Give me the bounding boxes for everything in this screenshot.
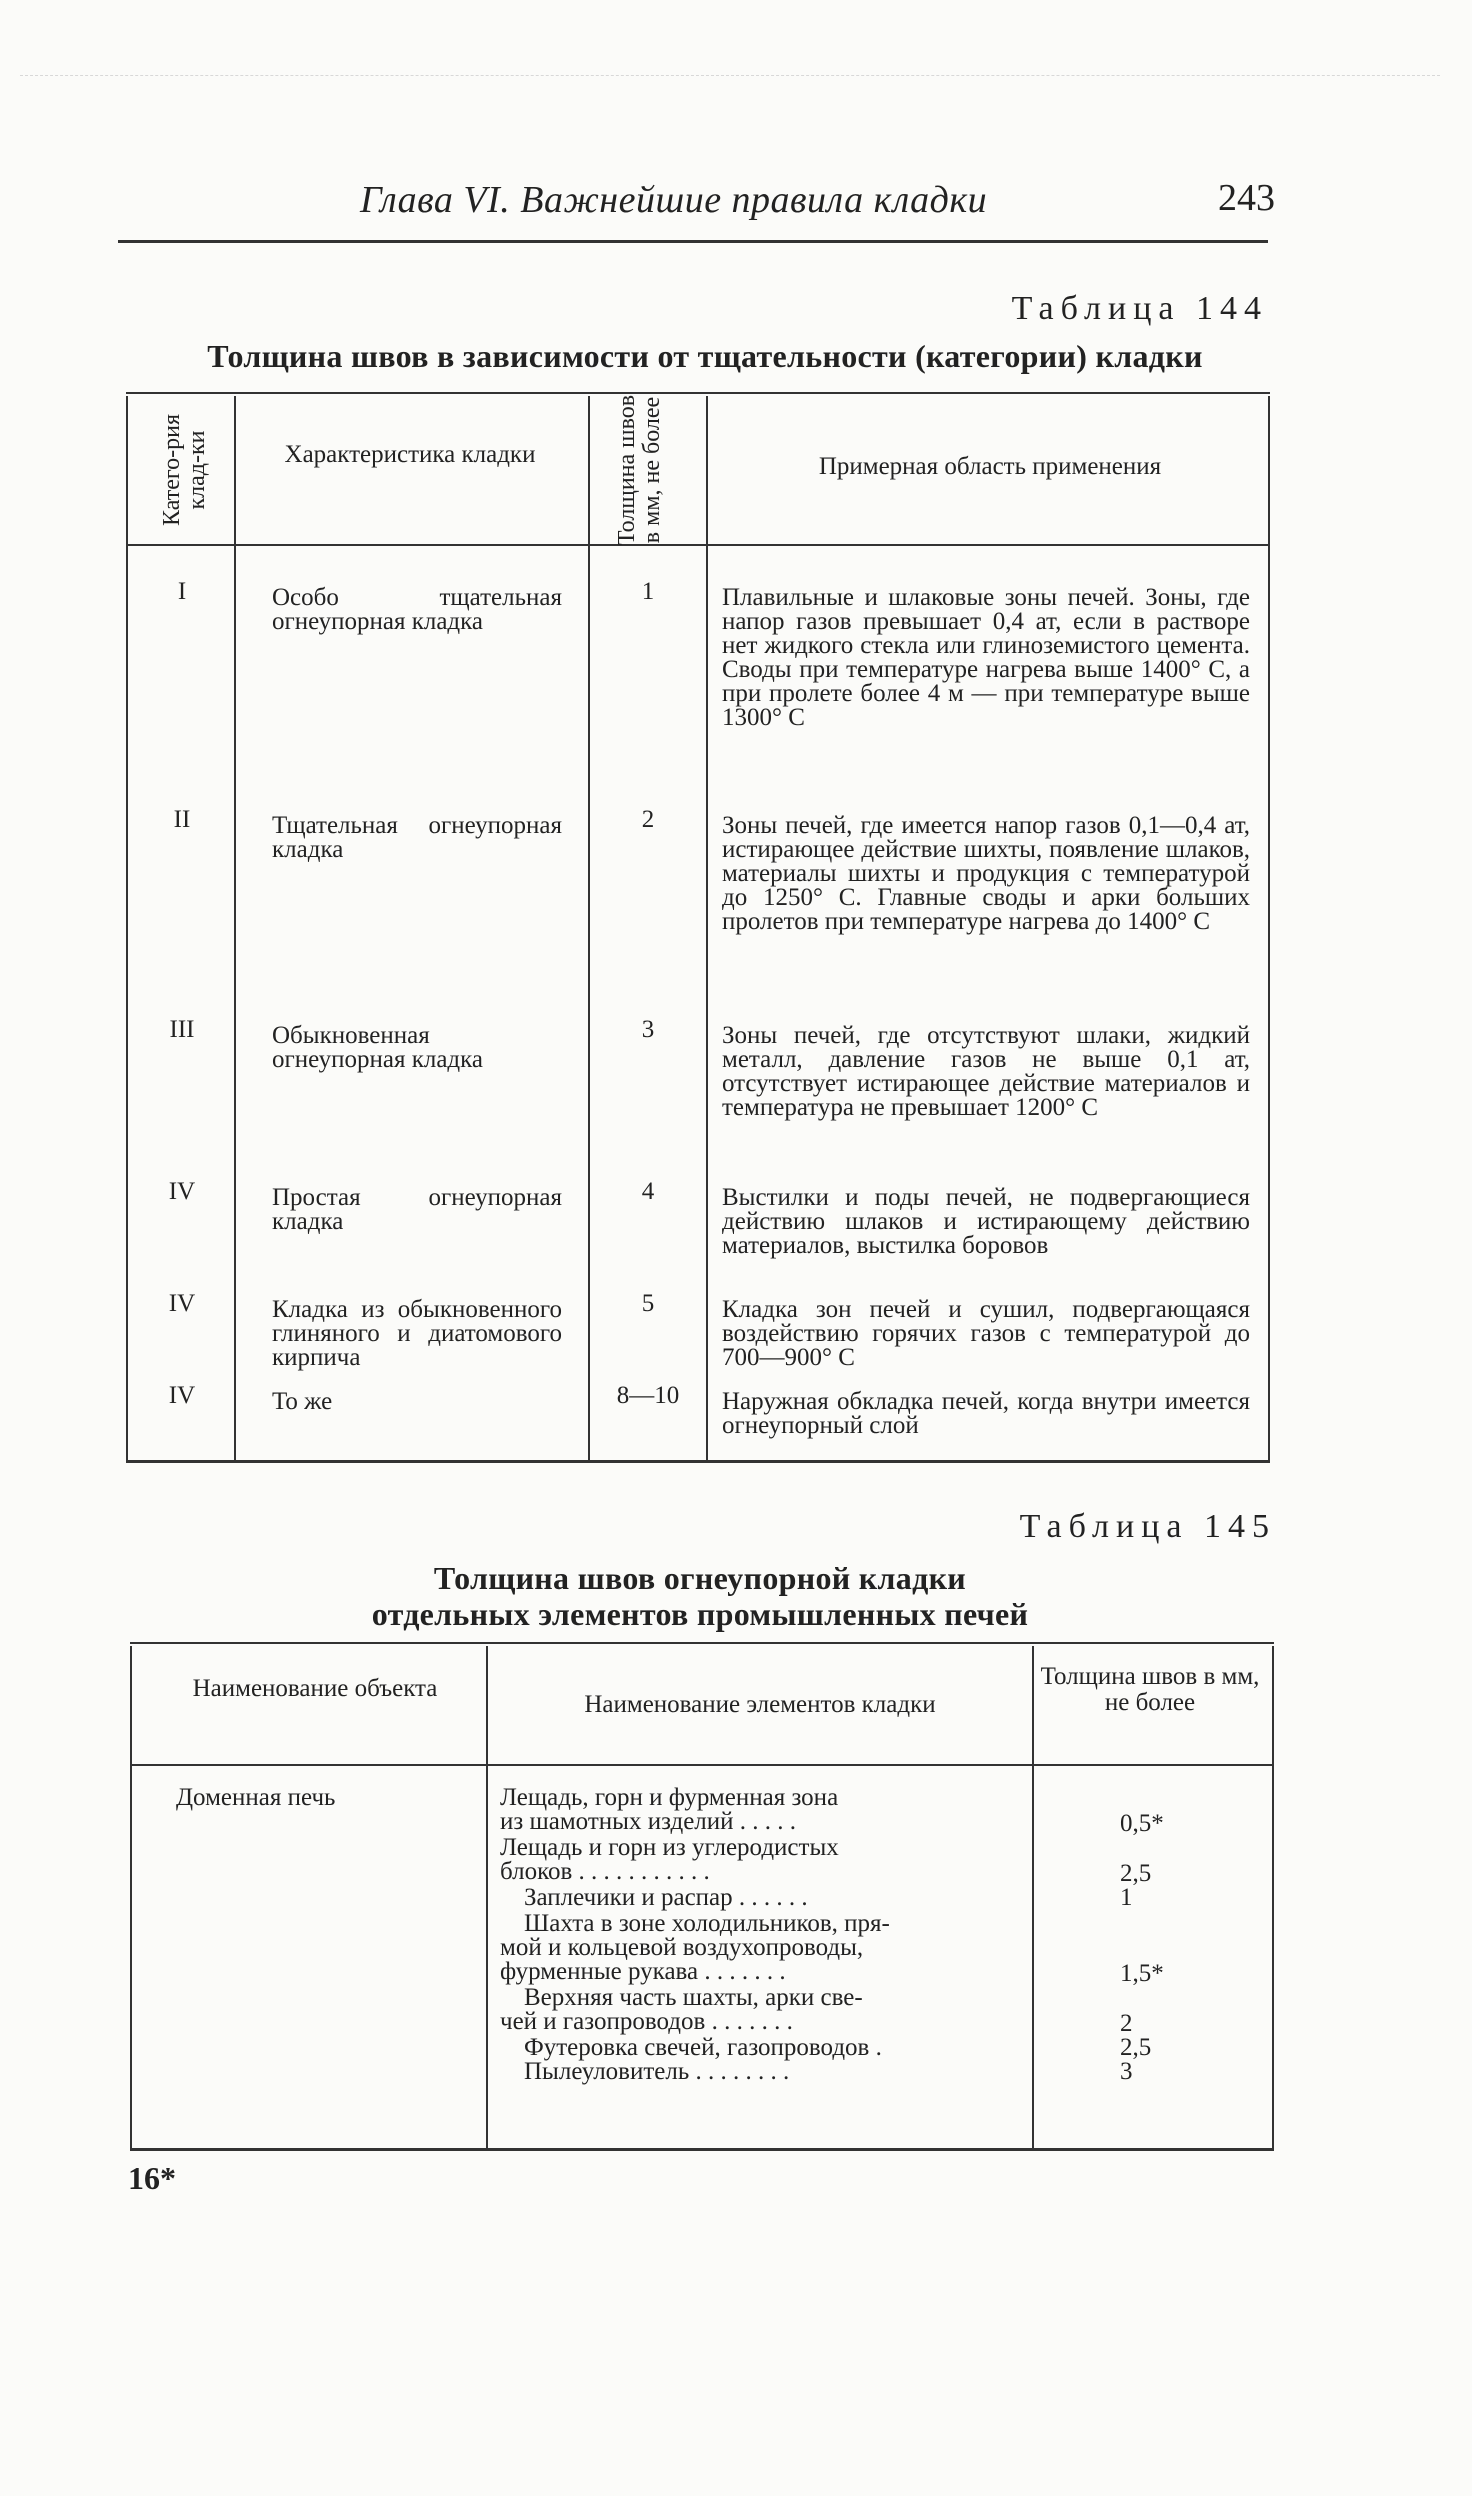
table-145-label: Таблица 145 xyxy=(1019,1508,1276,1545)
item4-line3: фурменные рукава . . . . . . . xyxy=(500,1958,786,1985)
row4-area: Выстилки и поды печей, не подвергающиеся действию шлаков и истирающему действию материалов, выстилка боровов xyxy=(722,1184,1250,1259)
header-thickness-145: Толщина швов в мм, не более xyxy=(1040,1663,1260,1716)
header-thickness: Толщина швов в мм, не более xyxy=(614,394,665,546)
object-name: Доменная печь xyxy=(176,1784,336,1811)
table-145-header-rule xyxy=(130,1764,1274,1766)
item6-value: 2,5 xyxy=(1120,2034,1152,2061)
table-145-bottom-rule xyxy=(130,2148,1274,2151)
item2-line2: блоков . . . . . . . . . . . xyxy=(500,1858,710,1885)
item7-value: 3 xyxy=(1120,2058,1133,2085)
chapter-title: Глава VI. Важнейшие правила кладки xyxy=(360,179,988,221)
item6-line1: Футеровка свечей, газопроводов . xyxy=(524,2034,882,2061)
table-144-col-divider-1 xyxy=(234,396,236,1460)
row1-thickness: 1 xyxy=(641,578,655,605)
row3-category: III xyxy=(169,1016,195,1043)
table-144-header-rule xyxy=(126,544,1270,546)
item2-line1: Лещадь и горн из углеродистых xyxy=(500,1834,839,1861)
table-145-top-rule xyxy=(130,1642,1274,1644)
row6-characteristic: То же xyxy=(272,1388,333,1415)
scan-edge-noise xyxy=(20,75,1440,76)
row6-area: Наружная обкладка печей, когда внутри имеется огнеупорный слой xyxy=(722,1388,1250,1439)
row2-category: II xyxy=(173,806,191,833)
row4-characteristic: Простая огнеупорная кладка xyxy=(272,1184,562,1235)
header-characteristic: Характеристика кладки xyxy=(284,441,536,468)
signature-mark: 16* xyxy=(128,2160,176,2196)
table-144-top-rule xyxy=(126,392,1270,394)
table-145-col-divider-2 xyxy=(1032,1646,1034,2148)
page-number: 243 xyxy=(1218,177,1275,219)
table-144-col-divider-3 xyxy=(706,396,708,1460)
header-rule xyxy=(118,240,1268,243)
item3-value: 1 xyxy=(1120,1884,1133,1911)
row5-thickness: 5 xyxy=(641,1290,655,1317)
table-144 xyxy=(0,390,1472,1480)
row3-area: Зоны печей, где отсутствуют шлаки, жидкий металл, давление газов не выше 0,1 ат, отсутствует истирающее действие материалов и температура не превышает 1200° С xyxy=(722,1022,1250,1121)
row1-characteristic: Особо тщательная огнеупорная кладка xyxy=(272,584,562,635)
row3-characteristic: Обыкновенная огнеупорная кладка xyxy=(272,1022,484,1073)
table-144-right-border xyxy=(1268,396,1270,1460)
header-object: Наименование объекта xyxy=(192,1675,438,1702)
row5-category: IV xyxy=(168,1290,196,1317)
item5-value: 2 xyxy=(1120,2010,1133,2037)
table-145 xyxy=(0,1640,1472,2160)
row4-thickness: 4 xyxy=(641,1178,655,1205)
item5-line1: Верхняя часть шахты, арки све- xyxy=(524,1984,863,2011)
table-145-title-line2: отдельных элементов промышленных печей xyxy=(371,1596,1029,1632)
table-145-left-border xyxy=(130,1646,132,2148)
row1-area: Плавильные и шлаковые зоны печей. Зоны, где напор газов превышает 0,4 ат, если в растворе нет жидкого стекла или глиноземистого цемента. Своды при температуре нагрева выше 1400° С, а при пролете более 4 м — при температуре выше 1300° С xyxy=(722,584,1250,731)
row6-thickness: 8—10 xyxy=(616,1382,680,1409)
row5-characteristic: Кладка из обыкновенного глиняного и диатомового кирпича xyxy=(272,1296,562,1371)
item7-line1: Пылеуловитель . . . . . . . . xyxy=(524,2058,790,2085)
header-area: Примерная область применения xyxy=(818,453,1162,480)
table-144-left-border xyxy=(126,396,128,1460)
table-144-label: Таблица 144 xyxy=(1011,290,1268,327)
item5-line2: чей и газопроводов . . . . . . . xyxy=(500,2008,793,2035)
row2-characteristic: Тщательная огнеупорная кладка xyxy=(272,812,562,863)
row2-thickness: 2 xyxy=(641,806,655,833)
row6-category: IV xyxy=(168,1382,196,1409)
item4-value: 1,5* xyxy=(1120,1960,1164,1987)
header-category: Катего-рия клад-ки xyxy=(159,414,210,526)
table-145-title-line1: Толщина швов огнеупорной кладки xyxy=(433,1560,967,1596)
row3-thickness: 3 xyxy=(641,1016,655,1043)
item1-line1: Лещадь, горн и фурменная зона xyxy=(500,1784,839,1811)
item4-line1: Шахта в зоне холодильников, пря- xyxy=(524,1910,890,1937)
item2-value: 2,5 xyxy=(1120,1860,1152,1887)
table-145-col-divider-1 xyxy=(486,1646,488,2148)
row5-area: Кладка зон печей и сушил, подвергающаяся воздействию горячих газов с температурой до 700—900° С xyxy=(722,1296,1250,1371)
item1-value: 0,5* xyxy=(1120,1810,1164,1837)
row4-category: IV xyxy=(168,1178,196,1205)
item3-line1: Заплечики и распар . . . . . . xyxy=(524,1884,808,1911)
row1-category: I xyxy=(177,578,187,605)
table-144-title: Толщина швов в зависимости от тщательности (категории) кладки xyxy=(207,338,1203,374)
item4-line2: мой и кольцевой воздухопроводы, xyxy=(500,1934,864,1961)
row2-area: Зоны печей, где имеется напор газов 0,1—0,4 ат, истирающее действие шихты, появление шлаков, материалы шихты и продукция с температурой до 1250° С. Главные своды и арки больших пролетов при температуре нагрева до 1400° С xyxy=(722,812,1250,935)
table-145-right-border xyxy=(1272,1646,1274,2148)
item1-line2: из шамотных изделий . . . . . xyxy=(500,1808,797,1835)
table-144-bottom-rule xyxy=(126,1460,1270,1463)
header-elements: Наименование элементов кладки xyxy=(584,1691,936,1718)
